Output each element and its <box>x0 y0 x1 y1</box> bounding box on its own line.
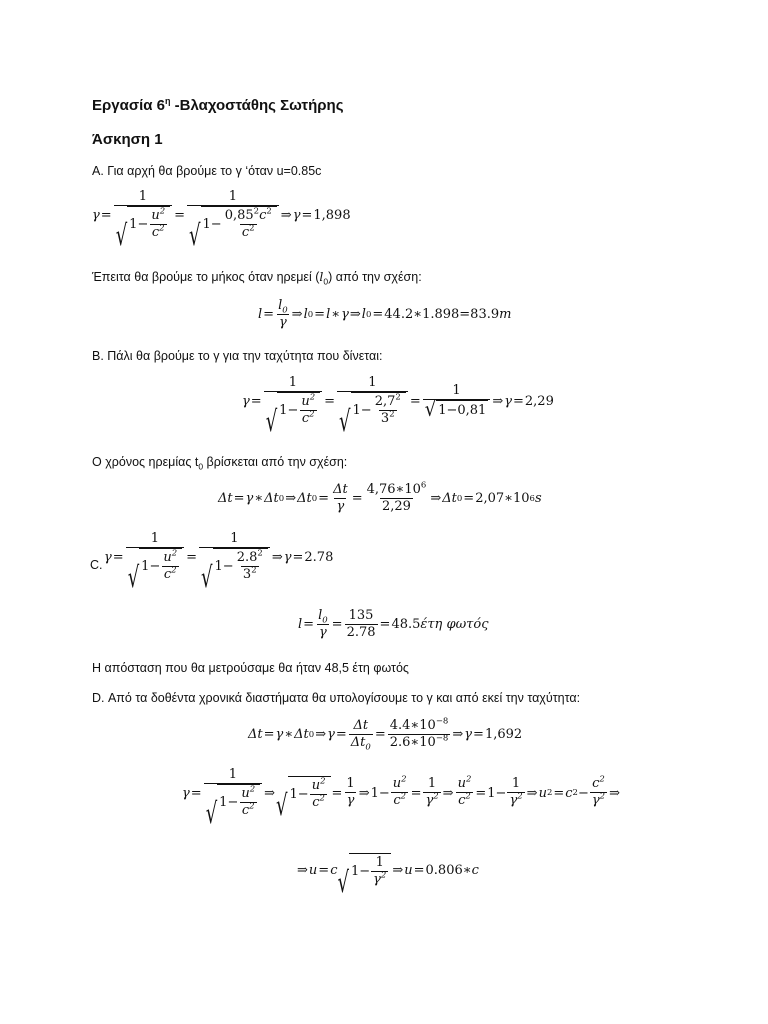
paragraph-time <box>92 455 348 472</box>
eq5-mid: 2.8 <box>236 549 258 565</box>
paragraph-d: D. Από τα δοθέντα χρονικά διαστήματα θα υπολογίσουμε το γ και από εκεί την ταχύτητα: <box>92 691 581 705</box>
eq1-result: 1,898 <box>313 207 351 223</box>
eq5-result: 2.78 <box>304 549 334 565</box>
eq6-result: 48.5 <box>391 617 421 633</box>
eq6-den: 2.78 <box>346 624 376 640</box>
title-superscript: η <box>165 96 171 106</box>
eq6-unit: έτη φωτός <box>420 617 489 633</box>
eq7-den: 2.6∗10 <box>389 734 436 750</box>
eq1-mid-den: c <box>241 224 250 240</box>
eq3-mid: 2,7 <box>374 393 396 409</box>
then-post: ) από την σχέση: <box>328 270 422 284</box>
eq6-num: 135 <box>348 608 374 623</box>
eq5-mid-den: 3 <box>242 566 252 582</box>
eq7-den-exp: −8 <box>435 733 449 744</box>
paragraph-a: Α. Για αρχή θα βρούμε το γ ‘όταν u=0.85c <box>92 164 322 178</box>
eq4-num: 4,76∗10 <box>366 482 421 497</box>
eq1-mid-num: 0,85 <box>224 207 254 223</box>
eq2-values: 44.2∗1.898=83.9 <box>384 307 500 323</box>
time-post: βρίσκεται από την σχέση: <box>203 455 348 469</box>
equation-gamma-d: Δt = γ ∗ Δt 0 ⇒ γ = $\frac{\Delta t}{\Delta t_0}$ = $\frac{4.4∗10^{-8}}{2.6∗10^{-8}}$ ⇒ γ = 1,692 <box>248 716 523 753</box>
eq3-inner: 1−0,81 <box>436 400 488 419</box>
eq4-num-exp: 6 <box>420 480 427 491</box>
eq9-result: 0.806∗ <box>425 862 472 878</box>
then-pre: Έπειτα θα βρούμε το μήκος όταν ηρεμεί ( <box>92 270 320 284</box>
eq7-result: 1,692 <box>484 727 523 743</box>
time-sub: 0 <box>198 461 204 472</box>
eq7-num-exp: −8 <box>435 716 449 727</box>
equation-length: l = $\frac{l_0}{\gamma}$ ⇒ l 0 = l ∗ γ ⇒ l 0 = 44.2∗1.898=83.9 m <box>258 298 512 330</box>
equation-gamma-c: γ = 1 √ 1− $\frac{u^2}{c^2}$ = 1 √ 1− $\frac{2.8^2}{3^2}$ ⇒ γ = 2.78 <box>104 531 334 595</box>
equation-distance: l = $\frac{l_0}{\gamma}$ = $\frac{135}{2.78}$ = 48.5 έτη φωτός <box>298 608 489 640</box>
eq4-result: 2,07∗10 <box>475 491 530 507</box>
label-c: C. <box>90 558 103 572</box>
title-rest: -Βλαχοστάθης Σωτήρης <box>170 97 344 114</box>
exercise-heading: Άσκηση 1 <box>92 131 163 148</box>
paragraph-b: Β. Πάλι θα βρούμε το γ για την ταχύτητα που δίνεται: <box>92 349 383 363</box>
eq2-unit: m <box>499 307 512 323</box>
equation-time: Δt = γ ∗ Δt 0 ⇒ Δt 0 = $\frac{\Delta t}{\gamma}$ = $\frac{4,76∗10^6}{2,29}$ ⇒ Δt 0 = 2,07∗10 6 s <box>218 480 542 514</box>
equation-velocity-derivation: γ = 1 √ 1− $\frac{u^2}{c^2}$ ⇒ √ 1− $\frac{u^2}{c^2}$ = $\frac{1}{\gamma}$ ⇒ 1− $\frac{u^2}{c^2}$ = $\frac{1}{\gamma^2}$ ⇒ $\frac{u^2}{c^2}$ = 1− $\frac{1}{\gamma^2}$ ⇒ u 2 = c 2 − $\frac{c^2}{\gamma^2}$ ⇒ <box>182 767 620 831</box>
eq4-den: 2,29 <box>381 498 411 514</box>
paragraph-then: Έπειτα θα βρούμε το μήκος όταν ηρεμεί $(l_0)$ από την σχέση: <box>92 269 422 287</box>
title-main: Εργασία 6 <box>92 97 166 114</box>
document-title <box>92 97 344 114</box>
paragraph-distance: Η απόσταση που θα μετρούσαμε θα ήταν 48,5 έτη φωτός <box>92 661 409 675</box>
equation-gamma-a: γ = 1 √ 1− $\frac{u^2}{c^2}$ = 1 √ 1− $\frac{0,85^2c^2}{c^2}$ ⇒ γ = 1,898 <box>92 189 351 253</box>
eq4-unit: s <box>534 491 542 507</box>
equation-velocity-result: ⇒ u = c √ 1− $\frac{1}{\gamma^2}$ ⇒ u = 0.806∗ c <box>297 855 479 900</box>
time-pre: Ο χρόνος ηρεμίας t <box>92 455 199 469</box>
equation-gamma-b: γ = 1 √ 1− $\frac{u^2}{c^2}$ = 1 √ 1− $\frac{2,7^2}{3^2}$ = 1 √ 1−0,81 ⇒ γ = 2,29 <box>242 375 554 439</box>
eq3-result: 2,29 <box>524 393 554 409</box>
eq3-mid-den: 3 <box>380 410 390 426</box>
eq7-num: 4.4∗10 <box>389 718 436 733</box>
